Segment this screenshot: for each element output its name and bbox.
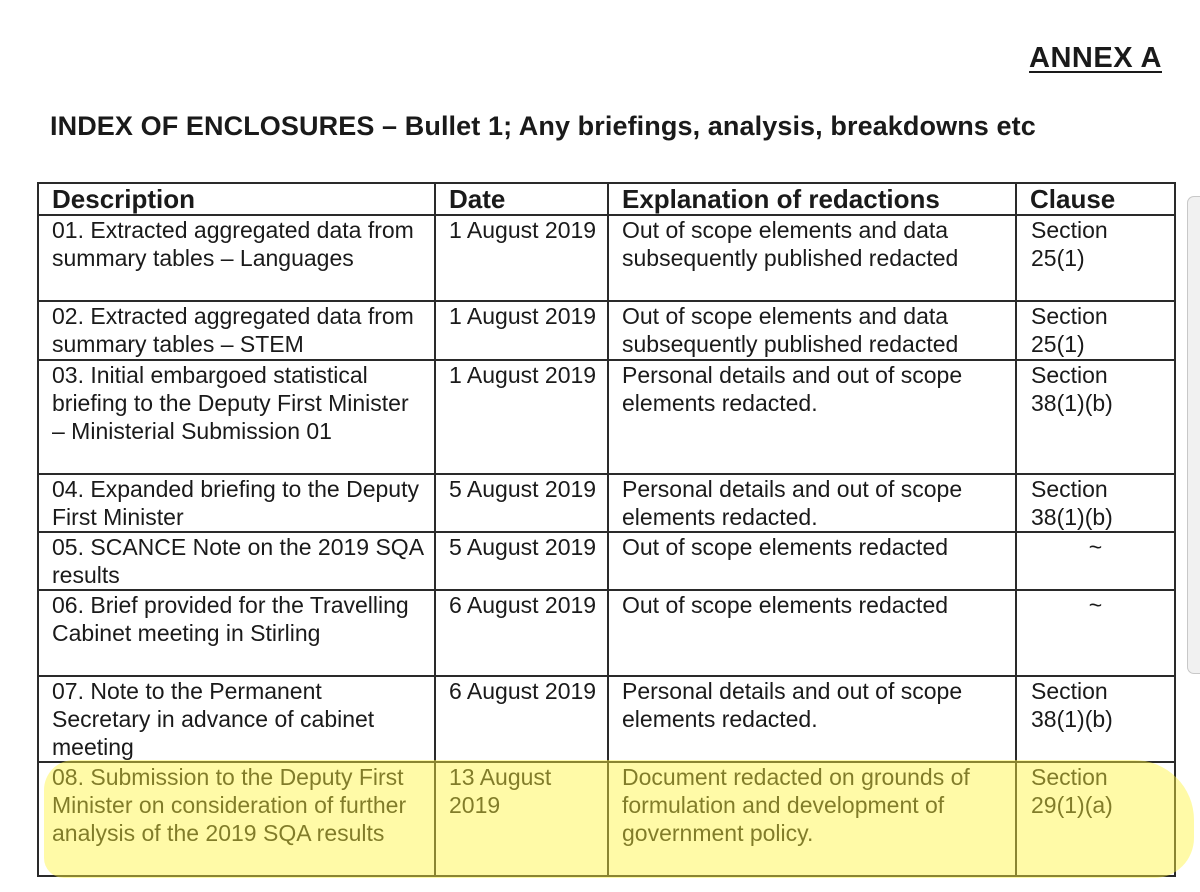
header-date: Date <box>435 183 608 215</box>
row-clause: Section 25(1) <box>1016 301 1175 360</box>
row-clause: Section 38(1)(b) <box>1016 360 1175 474</box>
row-clause: ~ <box>1016 532 1175 590</box>
row-date: 6 August 2019 <box>435 590 608 676</box>
row-clause: Section 38(1)(b) <box>1016 474 1175 532</box>
row-description: 06. Brief provided for the Travelling Cabinet meeting in Stirling <box>38 590 435 676</box>
row-description: 04. Expanded briefing to the Deputy First Minister <box>38 474 435 532</box>
row-date: 13 August 2019 <box>435 762 608 876</box>
table-row <box>38 676 1175 762</box>
row-clause: Section 29(1)(a) <box>1016 762 1175 876</box>
header-clause: Clause <box>1016 183 1175 215</box>
index-title: INDEX OF ENCLOSURES – Bullet 1; Any briefings, analysis, breakdowns etc <box>50 111 1036 141</box>
row-description: 07. Note to the Permanent Secretary in advance of cabinet meeting <box>38 676 435 762</box>
table-row <box>38 360 1175 474</box>
row-date: 5 August 2019 <box>435 532 608 590</box>
row-explanation: Personal details and out of scope elements redacted. <box>608 474 1016 532</box>
row-description: 08. Submission to the Deputy First Minister on consideration of further analysis of the 2019 SQA results <box>38 762 435 876</box>
scrollbar[interactable] <box>1187 196 1200 674</box>
row-description: 01. Extracted aggregated data from summary tables – Languages <box>38 215 435 301</box>
row-explanation: Out of scope elements and data subsequently published redacted <box>608 215 1016 301</box>
table-header-row <box>38 183 1175 215</box>
header-description: Description <box>38 183 435 215</box>
row-date: 1 August 2019 <box>435 215 608 301</box>
row-explanation: Out of scope elements redacted <box>608 590 1016 676</box>
table-row <box>38 215 1175 301</box>
enclosures-table <box>37 182 1176 877</box>
row-clause: Section 25(1) <box>1016 215 1175 301</box>
table-row <box>38 762 1175 876</box>
row-description: 03. Initial embargoed statistical briefing to the Deputy First Minister – Ministerial Submission 01 <box>38 360 435 474</box>
table-row <box>38 474 1175 532</box>
row-explanation: Document redacted on grounds of formulation and development of government policy. <box>608 762 1016 876</box>
row-description: 05. SCANCE Note on the 2019 SQA results <box>38 532 435 590</box>
row-date: 5 August 2019 <box>435 474 608 532</box>
row-date: 1 August 2019 <box>435 360 608 474</box>
header-explanation: Explanation of redactions <box>608 183 1016 215</box>
table-row <box>38 301 1175 360</box>
row-clause: Section 38(1)(b) <box>1016 676 1175 762</box>
row-date: 1 August 2019 <box>435 301 608 360</box>
table-row <box>38 590 1175 676</box>
row-date: 6 August 2019 <box>435 676 608 762</box>
table-row <box>38 532 1175 590</box>
row-explanation: Personal details and out of scope elements redacted. <box>608 676 1016 762</box>
annex-label: ANNEX A <box>1029 42 1162 74</box>
row-explanation: Out of scope elements and data subsequently published redacted <box>608 301 1016 360</box>
row-explanation: Personal details and out of scope elements redacted. <box>608 360 1016 474</box>
row-clause: ~ <box>1016 590 1175 676</box>
row-description: 02. Extracted aggregated data from summary tables – STEM <box>38 301 435 360</box>
row-explanation: Out of scope elements redacted <box>608 532 1016 590</box>
